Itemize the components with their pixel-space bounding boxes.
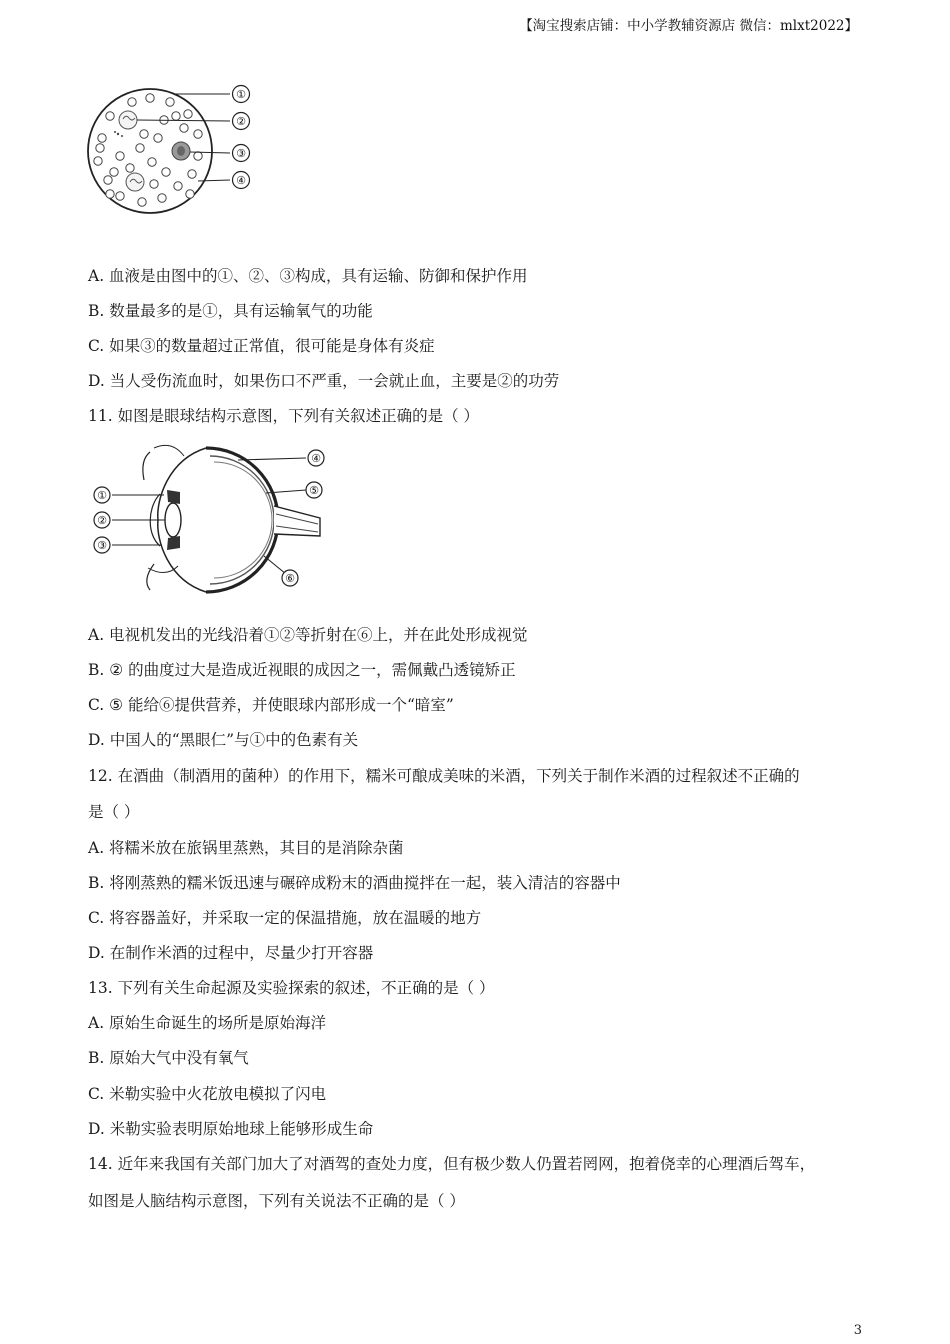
red-blood-cell-icon xyxy=(126,164,134,172)
q10-option-c: C. 如果③的数量超过正常值，很可能是身体有炎症 xyxy=(88,337,435,355)
blood-cell-figure xyxy=(80,76,270,226)
q14-stem-line2: 如图是人脑结构示意图，下列有关说法不正确的是（ ） xyxy=(88,1192,465,1210)
red-blood-cell-icon xyxy=(158,194,166,202)
red-blood-cell-icon xyxy=(110,168,118,176)
red-blood-cell-icon xyxy=(106,112,114,120)
blood-label-4: ④ xyxy=(236,174,246,187)
blood-label-1: ① xyxy=(236,88,246,101)
red-blood-cell-icon xyxy=(138,198,146,206)
red-blood-cell-icon xyxy=(188,170,196,178)
red-blood-cell-icon xyxy=(154,134,162,142)
red-blood-cell-icon xyxy=(172,112,180,120)
red-blood-cell-icon xyxy=(136,144,144,152)
red-blood-cell-icon xyxy=(104,176,112,184)
large-cell-icon xyxy=(172,142,190,160)
q12-stem-line2: 是（ ） xyxy=(88,803,140,821)
red-blood-cell-icon xyxy=(186,190,194,198)
eye-label-2: ② xyxy=(97,514,107,527)
red-blood-cell-icon xyxy=(180,124,188,132)
eye-label-6: ⑥ xyxy=(285,572,295,585)
q11-stem: 11. 如图是眼球结构示意图，下列有关叙述正确的是（ ） xyxy=(88,407,480,425)
q10-option-a: A. 血液是由图中的①、②、③构成，具有运输、防御和保护作用 xyxy=(88,267,528,285)
red-blood-cell-icon xyxy=(194,152,202,160)
q11-option-b: B. ② 的曲度过大是造成近视眼的成因之一，需佩戴凸透镜矫正 xyxy=(88,661,516,679)
q12-option-a: A. 将糯米放在旅锅里蒸熟，其目的是消除杂菌 xyxy=(88,839,404,857)
eye-label-1: ① xyxy=(97,489,107,502)
red-blood-cell-icon xyxy=(98,134,106,142)
red-blood-cell-icon xyxy=(106,190,114,198)
q10-option-b: B. 数量最多的是①，具有运输氧气的功能 xyxy=(88,302,373,320)
red-blood-cell-icon xyxy=(146,94,154,102)
q12-option-b: B. 将刚蒸熟的糯米饭迅速与碾碎成粉末的酒曲搅拌在一起，装入清洁的容器中 xyxy=(88,874,621,892)
eye-label-5: ⑤ xyxy=(309,484,319,497)
blood-label-2: ② xyxy=(236,115,246,128)
blood-label-3: ③ xyxy=(236,147,246,160)
q12-option-d: D. 在制作米酒的过程中，尽量少打开容器 xyxy=(88,944,374,962)
eye-label-4: ④ xyxy=(311,452,321,465)
q13-option-c: C. 米勒实验中火花放电模拟了闪电 xyxy=(88,1085,327,1103)
red-blood-cell-icon xyxy=(174,182,182,190)
q12-stem-line1: 12. 在酒曲（制酒用的菌种）的作用下，糯米可酿成美味的米酒，下列关于制作米酒的过程叙述不正确的 xyxy=(88,767,800,785)
page-header: 【淘宝搜索店铺：中小学教辅资源店 微信：mlxt2022】 xyxy=(519,18,858,34)
page-number: 3 xyxy=(853,1323,862,1338)
eye-structure-figure xyxy=(88,440,338,602)
red-blood-cell-icon xyxy=(140,130,148,138)
q14-stem-line1: 14. 近年来我国有关部门加大了对酒驾的查处力度，但有极少数人仍置若罔网，抱着侥幸的心理酒后驾车， xyxy=(88,1155,816,1173)
red-blood-cell-icon xyxy=(162,168,170,176)
q11-option-a: A. 电视机发出的光线沿着①②等折射在⑥上，并在此处形成视觉 xyxy=(88,626,528,644)
red-blood-cell-icon xyxy=(94,157,102,165)
q10-option-d: D. 当人受伤流血时，如果伤口不严重，一会就止血，主要是②的功劳 xyxy=(88,372,560,390)
red-blood-cell-icon xyxy=(150,180,158,188)
q13-option-b: B. 原始大气中没有氧气 xyxy=(88,1049,249,1067)
red-blood-cell-icon xyxy=(116,192,124,200)
red-blood-cell-icon xyxy=(166,98,174,106)
q11-option-d: D. 中国人的“黑眼仁”与①中的色素有关 xyxy=(88,731,359,749)
q13-stem: 13. 下列有关生命起源及实验探索的叙述，不正确的是（ ） xyxy=(88,979,495,997)
q11-option-c: C. ⑤ 能给⑥提供营养，并使眼球内部形成一个“暗室” xyxy=(88,696,454,714)
red-blood-cell-icon xyxy=(128,98,136,106)
q13-option-a: A. 原始生命诞生的场所是原始海洋 xyxy=(88,1014,327,1032)
red-blood-cell-icon xyxy=(116,152,124,160)
red-blood-cell-icon xyxy=(148,158,156,166)
q13-option-d: D. 米勒实验表明原始地球上能够形成生命 xyxy=(88,1120,374,1138)
red-blood-cell-icon xyxy=(194,130,202,138)
red-blood-cell-icon xyxy=(184,110,192,118)
red-blood-cell-icon xyxy=(96,144,104,152)
q12-option-c: C. 将容器盖好，并采取一定的保温措施，放在温暖的地方 xyxy=(88,909,482,927)
eye-label-3: ③ xyxy=(97,539,107,552)
